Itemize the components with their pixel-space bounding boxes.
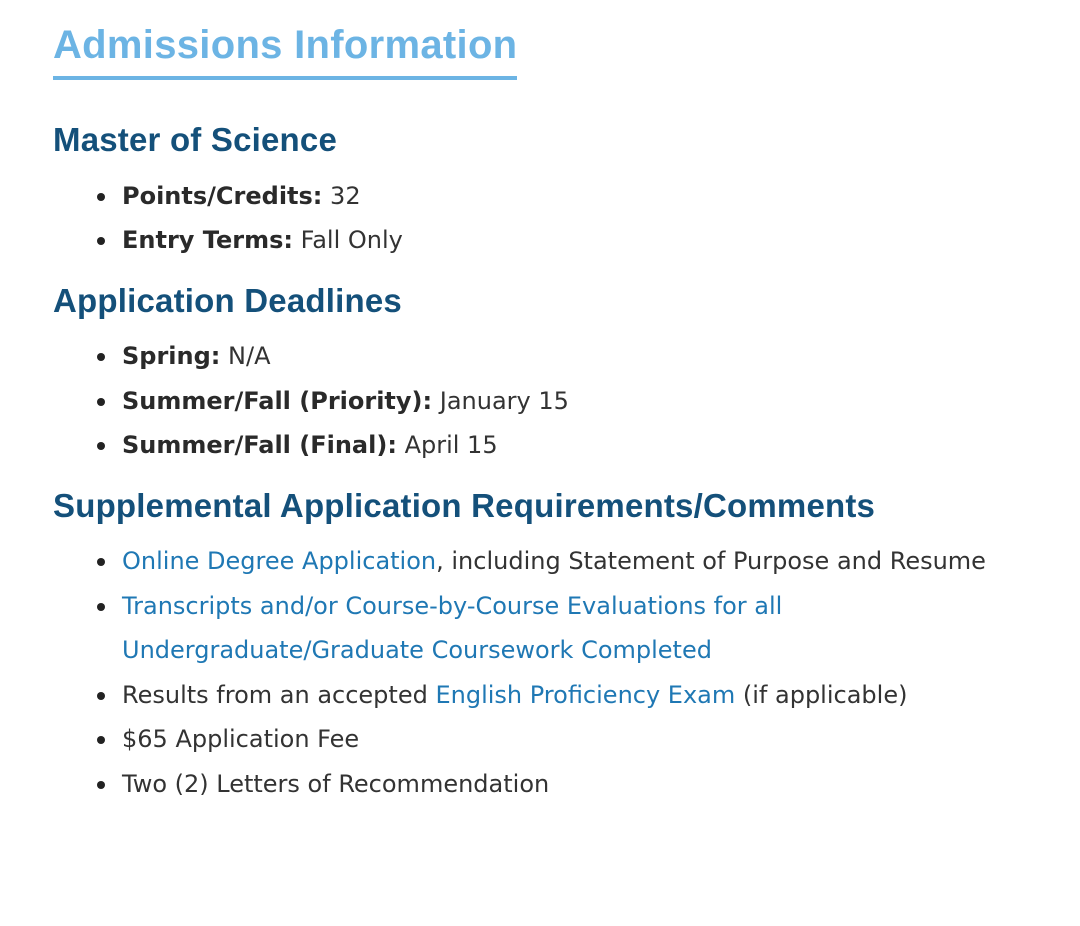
entry-terms-label: Entry Terms: bbox=[122, 226, 293, 255]
transcripts-evaluations-link[interactable]: Transcripts and/or Course-by-Course Evaluations for all Undergraduate/Graduate Coursework Completed bbox=[122, 591, 783, 665]
spring-value: N/A bbox=[228, 342, 271, 371]
application-fee-text: $65 Application Fee bbox=[122, 725, 360, 754]
deadlines-list bbox=[53, 334, 1053, 468]
list-item bbox=[53, 584, 1053, 673]
points-credits-value: 32 bbox=[330, 181, 361, 210]
page-title: Admissions Information bbox=[53, 22, 517, 80]
summer-fall-final-value: April 15 bbox=[404, 431, 498, 460]
list-item bbox=[53, 334, 1053, 379]
list-item bbox=[53, 174, 1053, 219]
master-details-list bbox=[53, 174, 1053, 263]
list-item bbox=[53, 717, 1053, 762]
list-item bbox=[53, 218, 1053, 263]
admissions-content bbox=[53, 0, 1053, 806]
statement-resume-text: , including Statement of Purpose and Resume bbox=[436, 547, 986, 576]
list-item bbox=[53, 762, 1053, 807]
results-prefix-text: Results from an accepted bbox=[122, 680, 436, 709]
if-applicable-text: (if applicable) bbox=[735, 680, 908, 709]
supplemental-list bbox=[53, 539, 1053, 806]
list-item bbox=[53, 673, 1053, 718]
supplemental-requirements-heading: Supplemental Application Requirements/Comments bbox=[53, 486, 876, 524]
summer-fall-priority-value: January 15 bbox=[439, 386, 569, 415]
summer-fall-priority-label: Summer/Fall (Priority): bbox=[122, 386, 433, 415]
list-item bbox=[53, 423, 1053, 468]
list-item bbox=[53, 539, 1053, 584]
application-deadlines-heading: Application Deadlines bbox=[53, 281, 402, 319]
list-item bbox=[53, 379, 1053, 424]
spring-label: Spring: bbox=[122, 342, 221, 371]
points-credits-label: Points/Credits: bbox=[122, 181, 323, 210]
english-proficiency-exam-link[interactable]: English Proficiency Exam bbox=[435, 680, 736, 709]
master-of-science-heading: Master of Science bbox=[53, 121, 338, 158]
online-degree-application-link[interactable]: Online Degree Application bbox=[122, 547, 437, 576]
summer-fall-final-label: Summer/Fall (Final): bbox=[122, 431, 397, 460]
entry-terms-value: Fall Only bbox=[300, 226, 403, 255]
recommendation-letters-text: Two (2) Letters of Recommendation bbox=[122, 769, 550, 798]
